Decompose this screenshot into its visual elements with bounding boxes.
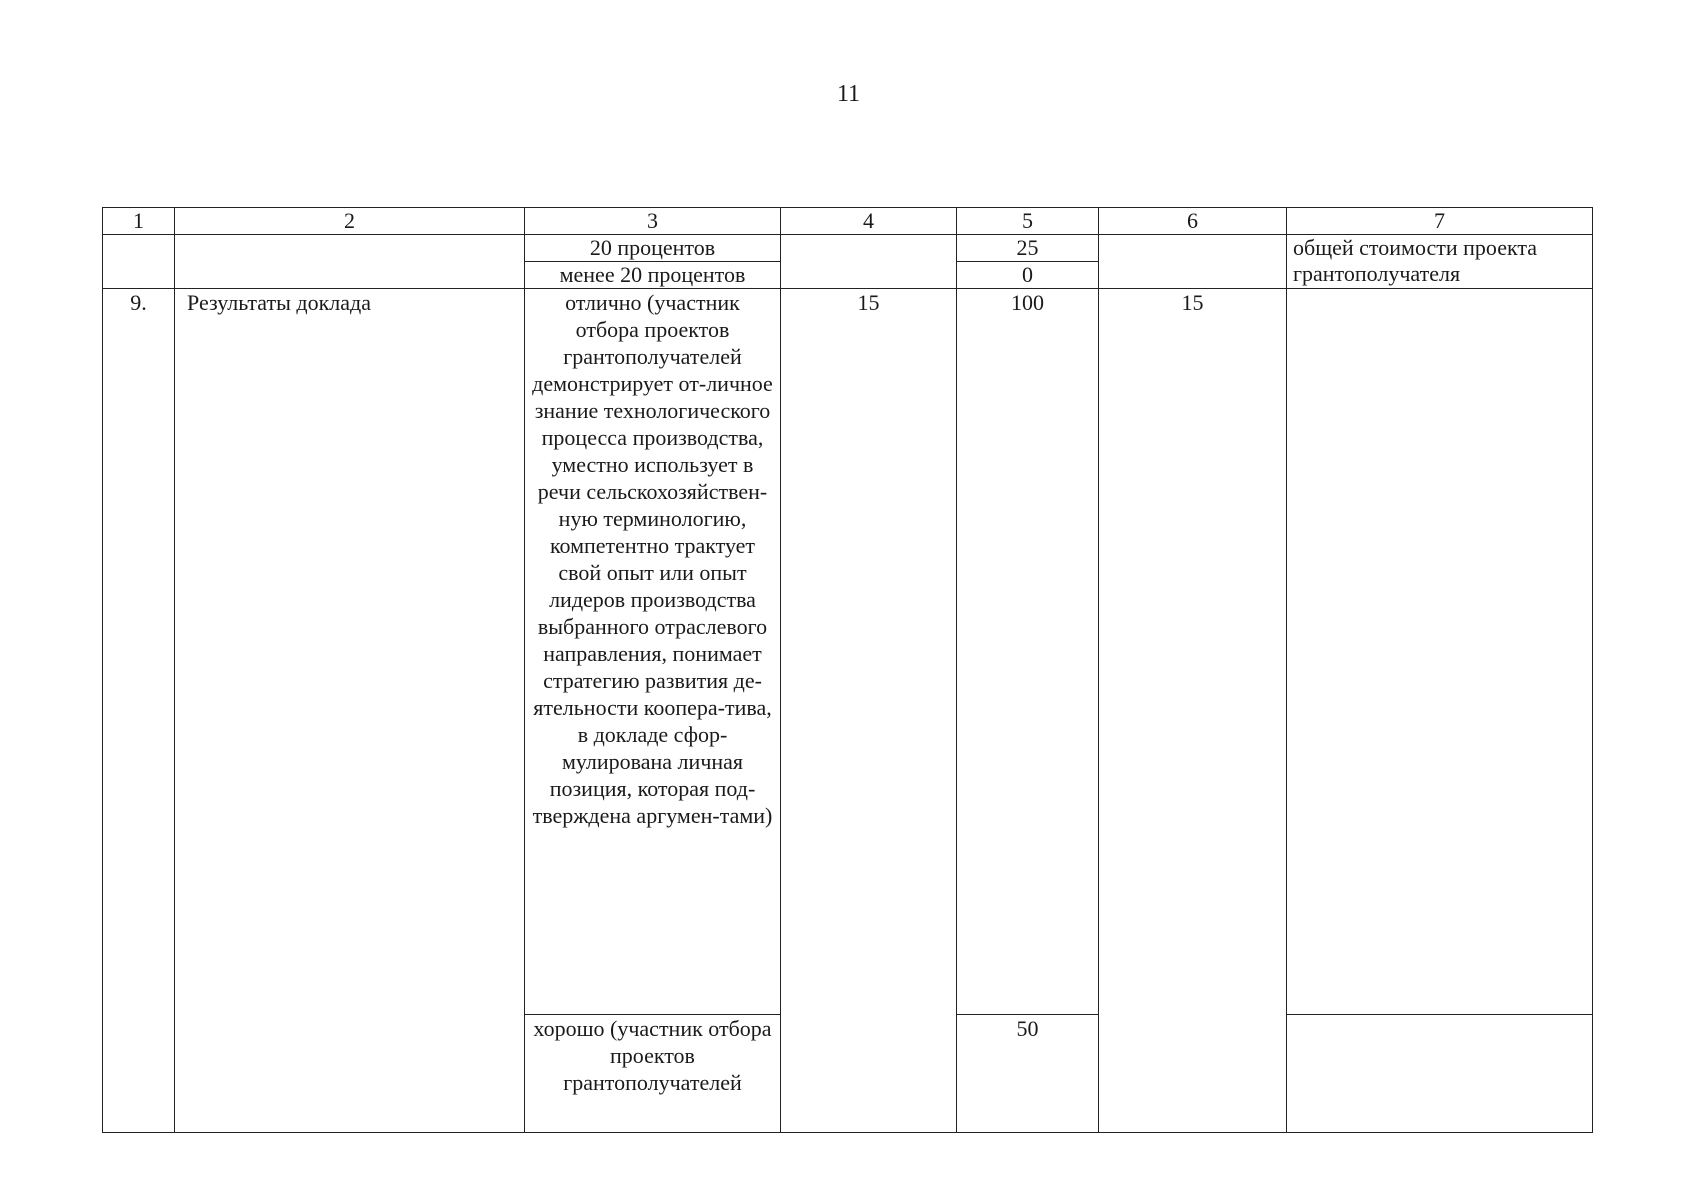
header-cell-5: 5 xyxy=(957,208,1099,235)
page-number: 11 xyxy=(836,81,861,107)
cont-num-cell xyxy=(103,235,175,289)
continuation-row-1 xyxy=(103,235,1593,262)
cont-grade-1: 20 процентов xyxy=(525,235,781,262)
header-cell-7: 7 xyxy=(1287,208,1593,235)
header-row xyxy=(103,208,1593,235)
grade-excellent-text: отлично (участник отбора проектов грантополучателей демонстрирует от-личное знание технологического процесса производства, уместно использует в речи сельскохозяйствен-ную терминологию, компетентно трактует свой опыт или опыт лидеров производства выбранного отраслевого направления, понимает стратегию развития де-ятельности коопера-тива, в докладе сфор-мулирована личная позиция, которая под-тверждена аргумен-тами) xyxy=(525,289,781,1015)
note-cell-2 xyxy=(1287,1015,1593,1133)
cont-score-1: 25 xyxy=(957,235,1099,262)
header-cell-1: 1 xyxy=(103,208,175,235)
cont-grade-2: менее 20 процентов xyxy=(525,262,781,289)
grade-good-score: 50 xyxy=(957,1015,1099,1133)
criterion-weight: 15 xyxy=(781,289,957,1133)
header-cell-4: 4 xyxy=(781,208,957,235)
criterion-max: 15 xyxy=(1099,289,1287,1133)
cont-max-cell xyxy=(1099,235,1287,289)
criterion-name: Результаты доклада xyxy=(175,289,525,1133)
row-9-part-1 xyxy=(103,289,1593,1015)
row-number: 9. xyxy=(103,289,175,1133)
header-cell-6: 6 xyxy=(1099,208,1287,235)
cont-score-2: 0 xyxy=(957,262,1099,289)
header-cell-2: 2 xyxy=(175,208,525,235)
cont-name-cell xyxy=(175,235,525,289)
grade-good-text: хорошо (участник отбора проектов грантополучателей xyxy=(525,1015,781,1133)
note-cell-1 xyxy=(1287,289,1593,1015)
cont-note: общей стоимости проекта грантополучателя xyxy=(1287,235,1593,289)
grade-excellent-score: 100 xyxy=(957,289,1099,1015)
header-cell-3: 3 xyxy=(525,208,781,235)
criteria-table xyxy=(102,207,1593,1133)
cont-weight-cell xyxy=(781,235,957,289)
